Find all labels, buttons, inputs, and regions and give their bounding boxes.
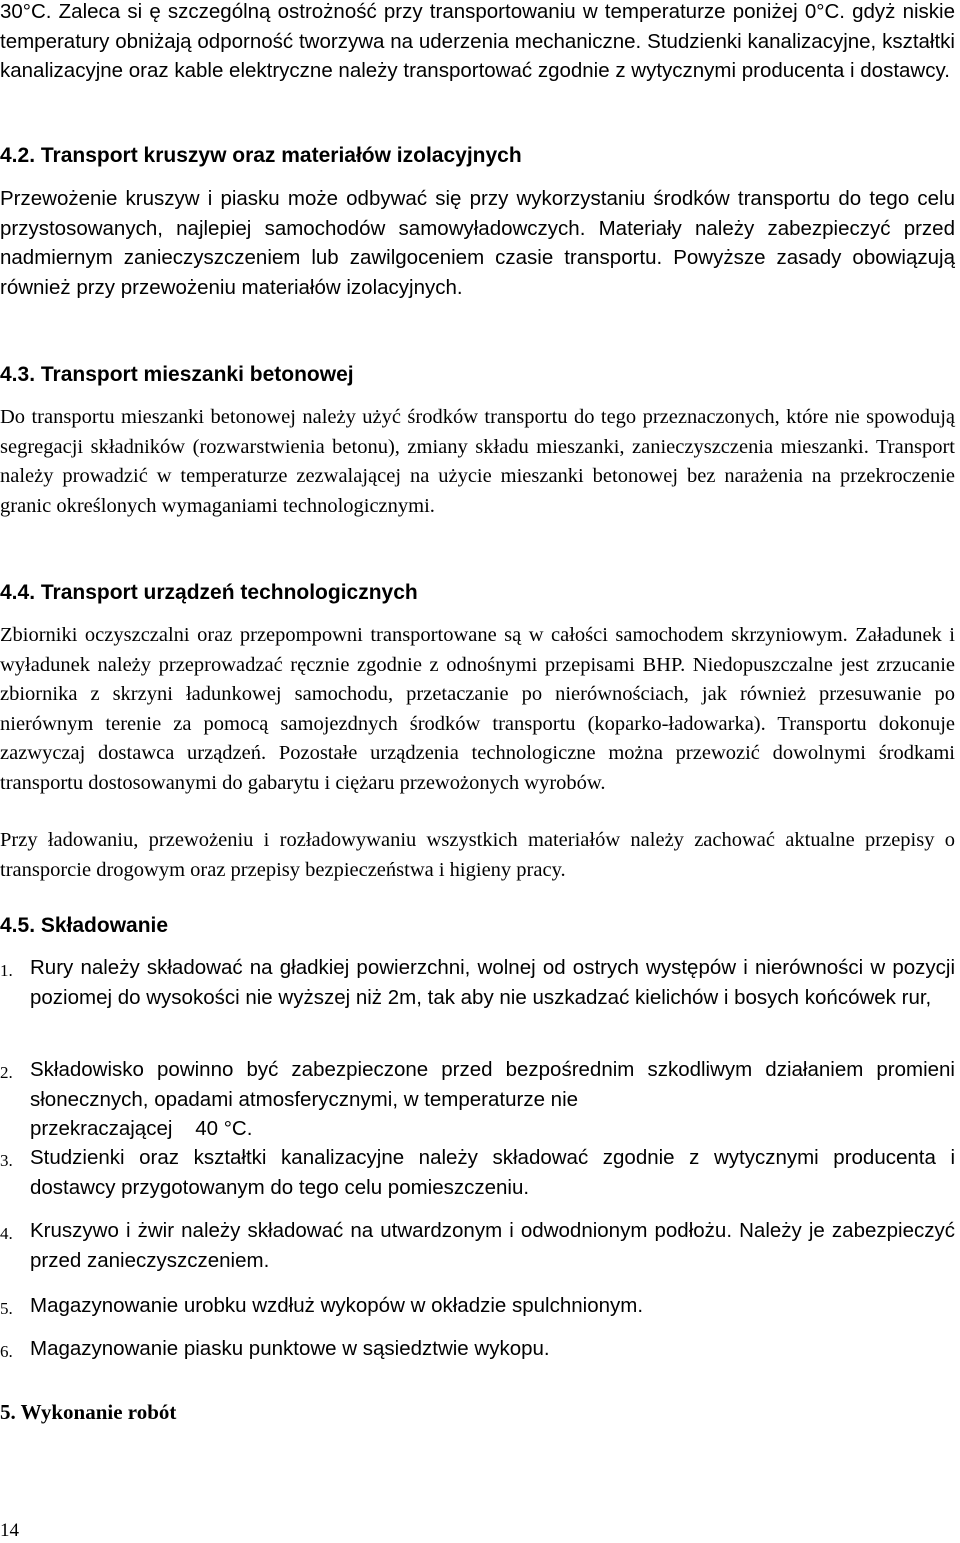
list-text — [30, 1055, 955, 1144]
paragraph-4-2: Przewożenie kruszyw i piasku może odbywać się przy wykorzystaniu środków transportu do tego celu przystosowanych, najlepiej samochodów samowyładowczych. Materiały należy zabezpieczyć przed nadmiernym zanieczyszczeniem lub zawilgoceniem czasie transportu. Powyższe zasady obowiązują również przy przewożeniu materiałów izolacyjnych. — [0, 187, 955, 299]
list-number: 2. — [0, 1063, 13, 1082]
paragraph-4-4-a: Zbiorniki oczyszczalni oraz przepompowni transportowane są w całości samochodem skrzyniowym. Załadunek i wyładunek należy przeprowadzać ręcznie zgodnie z odnośnymi przepisami BHP. Niedopuszczalne jest zrzucanie zbiornika z skrzyni ładunkowej samochodu, przetaczanie po nierównościach, jak również przesuwanie po nierównym terenie za pomocą samojezdnych środków transportu (koparko-ładowarka). Transportu dokonuje zazwyczaj dostawca urządzeń. Pozostałe urządzenia technologiczne można przewozić dowolnymi środkami transportu dostosowanymi do gabarytu i ciężaru przewożonych wyrobów. — [0, 624, 955, 794]
list-text: Magazynowanie piasku punktowe w sąsiedztwie wykopu. — [30, 1337, 550, 1360]
paragraph-4-4-b: Przy ładowaniu, przewożeniu i rozładowywaniu wszystkich materiałów należy zachować aktualne przepisy o transporcie drogowym oraz przepisy bezpieczeństwa i higieny pracy. — [0, 829, 955, 881]
list-number: 1. — [0, 961, 13, 980]
list-text: Rury należy składować na gładkiej powierzchni, wolnej od ostrych występów i nierówności w pozycji poziomej do wysokości nie wyższej niż 2m, tak aby nie uszkadzać kielichów i bosych końcówek rur, — [30, 956, 955, 1009]
heading-5: 5. Wykonanie robót — [0, 1400, 177, 1424]
list-number: 3. — [0, 1151, 13, 1170]
list-number: 4. — [0, 1224, 13, 1243]
list-number: 5. — [0, 1299, 13, 1318]
paragraph-4-3: Do transportu mieszanki betonowej należy użyć środków transportu do tego przeznaczonych, które nie spowodują segregacji składników (rozwarstwienia betonu), zmiany składu mieszanki, zanieczyszczenia mieszanki. Transport należy prowadzić w temperaturze zezwalającej na użycie mieszanki betonowej bez narażenia na przekroczenie granic określonych wymaganiami technologicznymi. — [0, 406, 955, 517]
list-text: Studzienki oraz kształtki kanalizacyjne należy składować zgodnie z wytycznymi producenta i dostawcy przygotowanym do tego celu pomieszczeniu. — [30, 1146, 955, 1199]
list-text-line: Składowisko powinno być zabezpieczone przed bezpośrednim szkodliwym działaniem promieni słonecznych, opadami atmosferycznymi, w temperaturze nie — [30, 1058, 955, 1111]
heading-4-4: 4.4. Transport urządzeń technologicznych — [0, 581, 418, 604]
list-number: 6. — [0, 1342, 13, 1361]
heading-4-2: 4.2. Transport kruszyw oraz materiałów izolacyjnych — [0, 144, 522, 167]
heading-4-3: 4.3. Transport mieszanki betonowej — [0, 363, 354, 386]
heading-4-5: 4.5. Składowanie — [0, 914, 169, 937]
page-number: 14 — [0, 1520, 19, 1541]
paragraph-transport-temperature: 30°C. Zaleca si ę szczególną ostrożność przy transportowaniu w temperaturze poniżej 0°C. gdyż niskie temperatury obniżają odporność tworzywa na uderzenia mechaniczne. Studzienki kanalizacyjne, kształtki kanalizacyjne oraz kable elektryczne należy transportować zgodnie z wytycznymi producenta i dostawcy. — [0, 0, 955, 82]
list-text-line: przekraczającej 40 °C. — [30, 1117, 253, 1140]
list-text: Kruszywo i żwir należy składować na utwardzonym i odwodnionym podłożu. Należy je zabezpieczyć przed zanieczyszczeniem. — [30, 1219, 955, 1272]
list-text: Magazynowanie urobku wzdłuż wykopów w okładzie spulchnionym. — [30, 1294, 644, 1317]
